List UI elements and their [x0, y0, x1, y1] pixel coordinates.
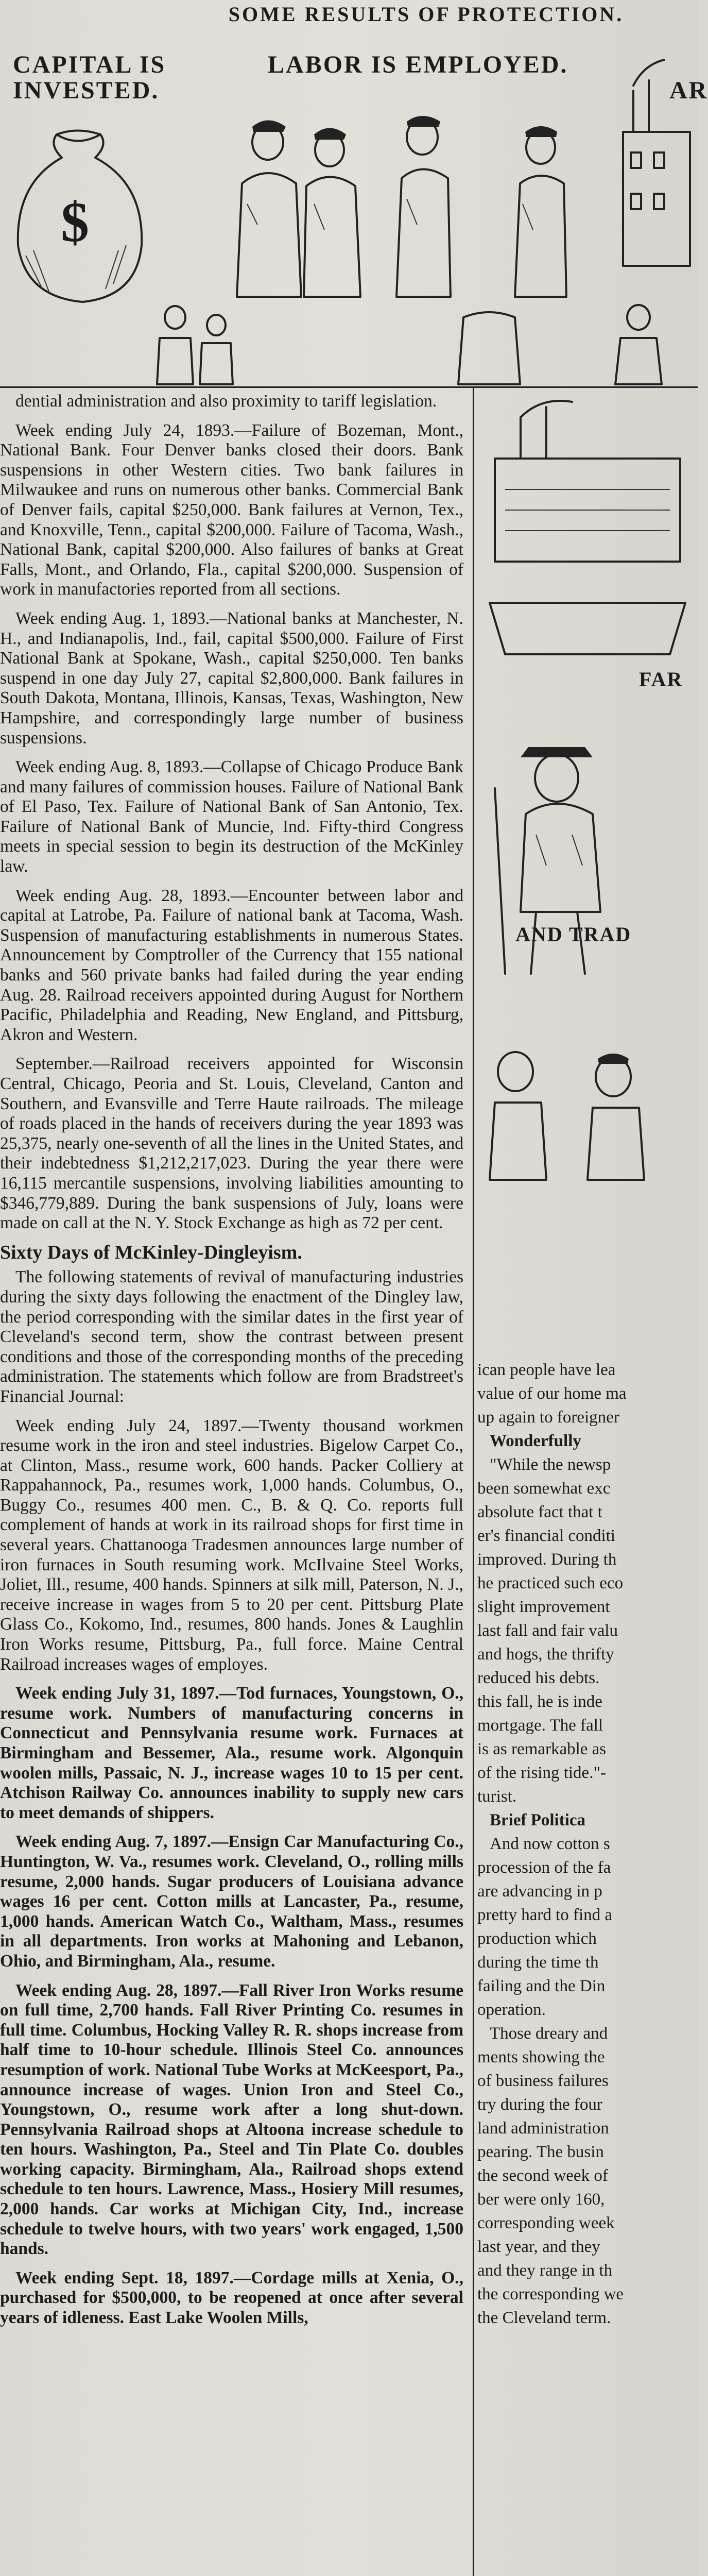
label-partial-ar: AR — [669, 77, 708, 104]
paragraphs-1897-bold — [0, 1684, 463, 2328]
article-paragraph: Week ending July 31, 1897.—Tod furnaces, Youngstown, O., resume work. Numbers of manufacturing concerns in Connecticut and Pennsylvania resume work. Furnaces at Birmingham and Bessemer, Ala., resume work. Algonquin woolen mills, Passaic, N. J., increase wages 10 to 15 per cent. Atchison Railway Co. announces inability to supply new cars to meet demands of shippers. — [0, 1684, 463, 1822]
right-line: during the time th — [477, 1953, 599, 1972]
industrial-scene — [490, 401, 685, 654]
top-cartoon — [0, 29, 708, 388]
right-line: Those dreary and — [490, 2024, 608, 2043]
article-paragraph: The following statements of revival of manufacturing industries during the sixty days following the enactment of the Dingley law, the period corresponding with the similar dates in the first year of Cleveland's second term, show the contrast between present conditions and those of the corresponding months of the preceding administration. The statements which follow are from Bradstreet's Financial Journal: — [0, 1267, 463, 1406]
right-subhead-brief-political: Brief Politica — [490, 1811, 586, 1829]
label-and-trade: AND TRAD — [515, 923, 632, 946]
right-line: the corresponding we — [477, 2285, 624, 2303]
right-line: been somewhat exc — [477, 1479, 611, 1498]
right-subhead-wonderfully: Wonderfully — [490, 1432, 581, 1450]
label-capital-invested: CAPITAL IS INVESTED. — [13, 51, 166, 104]
right-line: mortgage. The fall — [477, 1716, 603, 1735]
right-line: and hogs, the thrifty — [477, 1645, 614, 1664]
right-cartoon-drawings — [474, 386, 699, 1340]
right-line: he practiced such eco — [477, 1574, 624, 1592]
right-line: er's financial conditi — [477, 1527, 616, 1545]
article-paragraph: dential administration and also proximity to tariff legislation. — [15, 392, 437, 411]
right-column — [473, 386, 699, 2576]
left-column-article — [0, 392, 463, 2576]
laborers-figures — [237, 116, 566, 297]
right-line: and they range in th — [477, 2261, 613, 2280]
right-line: the Cleveland term. — [477, 2309, 611, 2327]
right-line: improved. During th — [477, 1550, 617, 1569]
right-line: failing and the Din — [477, 1977, 606, 1995]
right-line: of business failures — [477, 2072, 609, 2090]
article-paragraph: Week ending Sept. 18, 1897.—Cordage mills at Xenia, O., purchased for $500,000, to be reopened at once after several years of idleness. East Lake Woolen Mills, — [0, 2268, 463, 2328]
right-line: land administration — [477, 2119, 609, 2138]
article-paragraph: September.—Railroad receivers appointed for Wisconsin Central, Chicago, Peoria and St. Louis, Cleveland, Canton and Southern, and Evansville and Terre Haute railroads. The mileage of roads placed in the hands of receivers during the year 1893 was 25,375, nearly one-seventh of all the lines in the United States, and their indebtedness $1,212,217,023. During the year there were 16,115 mercantile suspensions, involving liabilities amounting to $346,779,889. During the bank suspensions of July, loans were made on call at the N. Y. Stock Exchange as high as 72 per cent. — [0, 1054, 463, 1233]
right-line: slight improvement — [477, 1598, 610, 1616]
article-paragraph: Week ending July 24, 1893.—Failure of Bozeman, Mont., National Bank. Four Denver banks closed their doors. Bank suspensions in other Western cities. Two bank failures in Milwaukee and runs on numerous other banks. Commercial Bank of Denver fails, capital $250,000. Bank failures at Vernon, Tex., and Knoxville, Tenn., capital $200,000. Failure of Tacoma, Wash., National Bank, capital $200,000. Also failures of banks at Great Falls, Mont., and Orlando, Fla., capital $200,000. Suspension of work in manufactories reported from all sections. — [0, 420, 463, 599]
label-farmer: FAR — [639, 668, 683, 691]
article-paragraph: Week ending Aug. 28, 1897.—Fall River Iron Works resume on full time, 2,700 hands. Fall River Printing Co. resumes in full time. Columbus, Hocking Valley R. R. shops increase from half time to 10-hour schedule. Illinois Steel Co. announces resumption of work. National Tube Works at McKeesport, Pa., announce increase of wages. Union Iron and Steel Co., Youngstown, O., resume work after a long shut-down. Pennsylvania Railroad shops at Altoona increase schedule to ten hours. Washington, Pa., Steel and Tin Plate Co. doubles working capacity. Birmingham, Ala., Railroad shops extend schedule to ten hours. Lawrence, Mass., Hosiery Mill resumes, 2,000 hands. Car works at Michigan City, Ind., increase schedule to twelve hours, with two years' work engaged, 1,500 hands. — [0, 1980, 463, 2259]
right-line: pretty hard to find a — [477, 1906, 613, 1924]
right-line: last fall and fair valu — [477, 1621, 618, 1640]
label-labor-employed: LABOR IS EMPLOYED. — [268, 51, 568, 78]
right-line: ican people have lea — [477, 1361, 616, 1379]
right-line: And now cotton s — [490, 1835, 610, 1853]
right-line: ments showing the — [477, 2048, 605, 2066]
trader-figures — [490, 1052, 644, 1180]
paragraphs-1897 — [0, 1267, 463, 1674]
right-line: value of our home ma — [477, 1384, 627, 1403]
right-text-block — [477, 1360, 699, 2332]
right-line: is as remarkable as — [477, 1740, 607, 1758]
article-paragraph: Week ending Aug. 28, 1893.—Encounter between labor and capital at Latrobe, Pa. Failure of national bank at Tacoma, Wash. Suspension of manufacturing establishments in numerous States. Announcement by Comptroller of the Currency that 155 national banks and 560 private banks had failed during the year ending Aug. 28. Railroad receivers appointed during August for Northern Pacific, Philadelphia and Reading, New England, and Pittsburg, Akron and Western. — [0, 886, 463, 1044]
right-line: last year, and they — [477, 2238, 600, 2256]
article-paragraph: Week ending Aug. 1, 1893.—National banks at Manchester, N. H., and Indianapolis, Ind., fail, capital $500,000. Failure of First National Bank at Spokane, Wash., capital $250,000. Ten banks suspend in one day July 27, capital $2,800,000. Bank failures in South Dakota, Montana, Illinois, Kansas, Texas, Washington, New Hampshire, and correspondingly large number of business suspensions. — [0, 608, 463, 748]
workers-bottom — [157, 305, 662, 384]
article-paragraph: Week ending July 24, 1897.—Twenty thousand workmen resume work in the iron and steel industries. Bigelow Carpet Co., at Clinton, Mass., resume work, 600 hands. Packer Colliery at Rappahannock, Pa., resumes work, 1,000 hands. Columbus, O., Buggy Co., resumes 400 men. C., B. & Q. Co. reports full complement of hands at work in its railroad shops for first time in several years. Chattanooga Tradesmen announces large number of iron furnaces in South resuming work. McIlvaine Steel Works, Joliet, Ill., resume, 400 hands. Spinners at silk mill, Paterson, N. J., receive increase in wages from 5 to 20 per cent. Pittsburg Plate Glass Co., Kokomo, Ind., resumes, 800 hands. Jones & Laughlin Iron Works resume, Pittsburg, Pa., full force. Maine Central Railroad increases wages of employes. — [0, 1416, 463, 1674]
paragraphs-1893 — [0, 392, 463, 1233]
right-line: pearing. The busin — [477, 2143, 604, 2161]
right-line: ber were only 160, — [477, 2190, 605, 2209]
article-paragraph: Week ending Aug. 7, 1897.—Ensign Car Manufacturing Co., Huntington, W. Va., resumes work. Cleveland, O., rolling mills resume, 2,000 hands. Sugar producers of Louisiana advance wages 16 per cent. Cotton mills at Lancaster, Pa., resume, 1,000 hands. American Watch Co., Waltham, Mass., resumes in all departments. Iron works at Mahoning and Lebanon, Ohio, and Birmingham, Ala., resume. — [0, 1832, 463, 1971]
section-subhead: Sixty Days of McKinley-Dingleyism. — [0, 1241, 302, 1263]
right-line: reduced his debts. — [477, 1669, 600, 1687]
page-headline: SOME RESULTS OF PROTECTION. — [228, 3, 624, 26]
right-line: turist. — [477, 1787, 517, 1806]
right-line: procession of the fa — [477, 1858, 611, 1877]
right-line: corresponding week — [477, 2214, 615, 2232]
article-paragraph: Week ending Aug. 8, 1893.—Collapse of Chicago Produce Bank and many failures of commission houses. Failure of National Bank of El Paso, Tex. Failure of National Bank of San Antonio, Tex. Failure of National Bank of Muncie, Ind. Fifty-third Congress meets in special session to begin its destruction of the McKinley law. — [0, 757, 463, 876]
right-line: "While the newsp — [490, 1455, 611, 1474]
right-line: production which — [477, 1929, 597, 1948]
right-line: try during the four — [477, 2095, 602, 2114]
right-line: of the rising tide."- — [477, 1764, 606, 1782]
right-line: up again to foreigner — [477, 1408, 619, 1427]
money-bag-dollar-icon: $ — [61, 191, 91, 253]
right-line: this fall, he is inde — [477, 1692, 602, 1711]
right-line: operation. — [477, 2001, 546, 2019]
right-line: absolute fact that t — [477, 1503, 602, 1521]
right-line: are advancing in p — [477, 1882, 602, 1901]
right-line: the second week of — [477, 2166, 608, 2185]
